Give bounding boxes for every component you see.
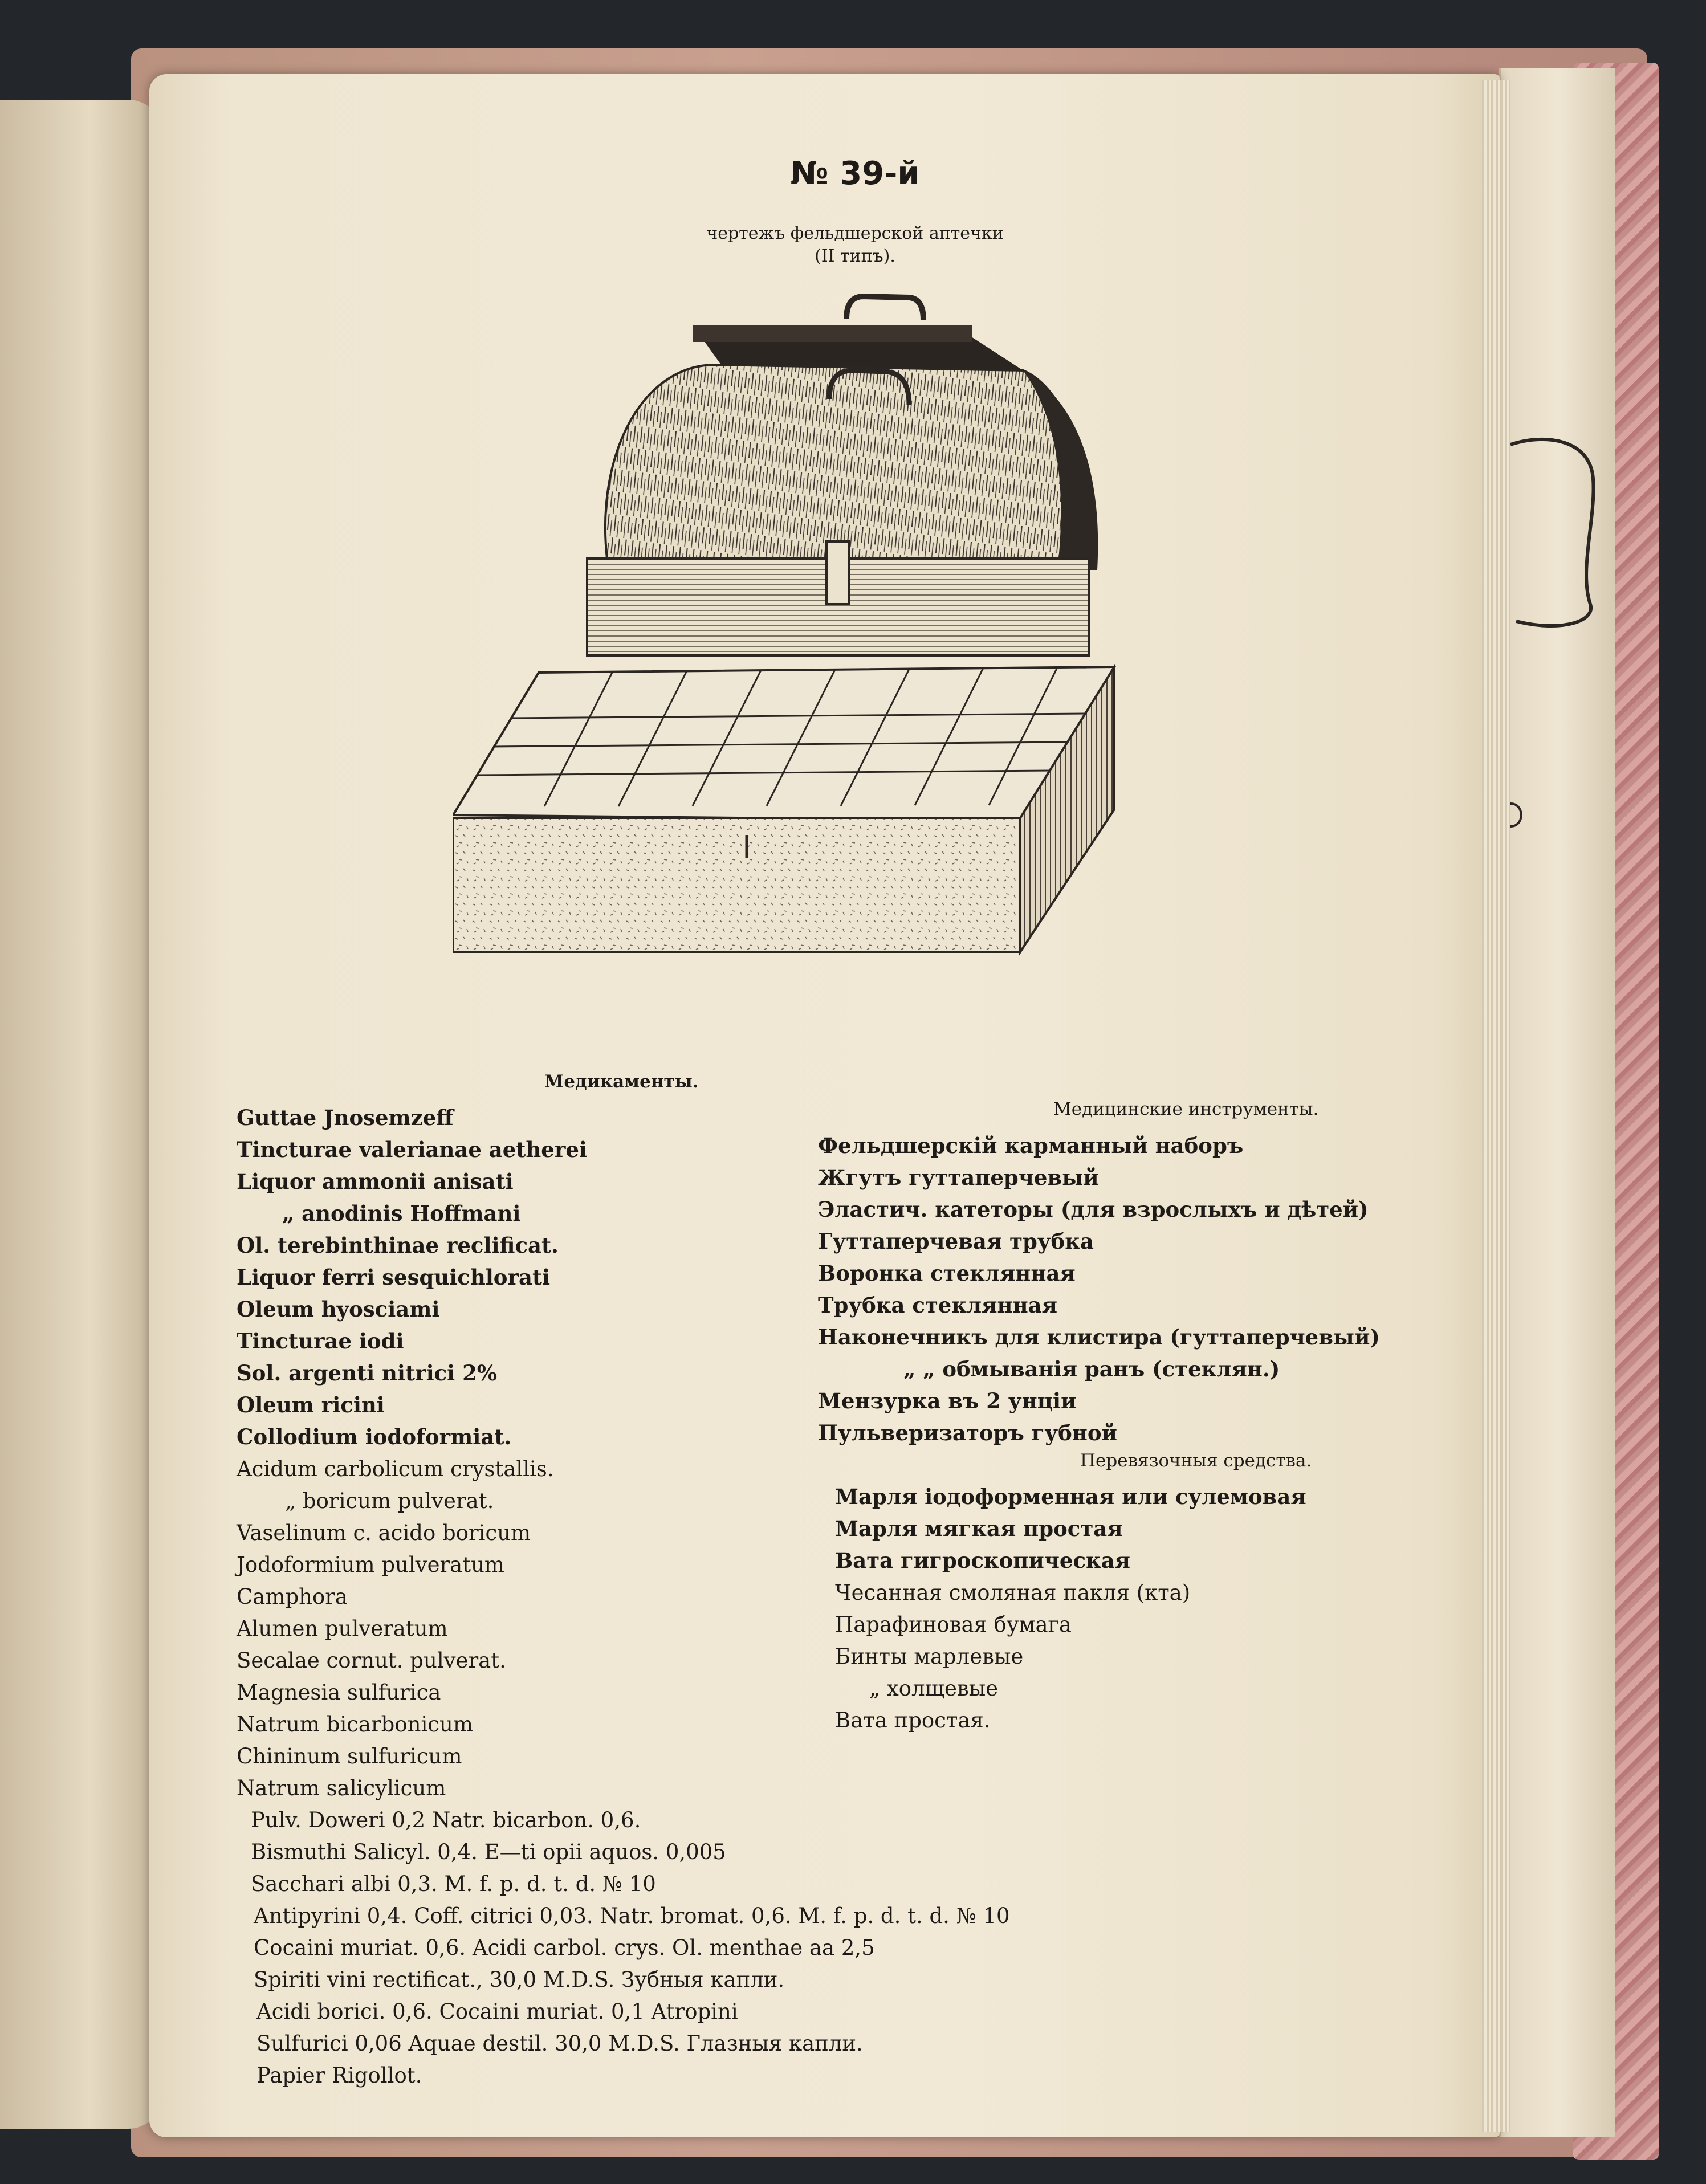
list-item: Tincturae valerianae aetherei bbox=[237, 1137, 587, 1162]
list-item: Вата гигроскопическая bbox=[835, 1548, 1130, 1573]
medical-kit-illustration bbox=[453, 285, 1206, 969]
list-item: Oleum hyosciami bbox=[237, 1297, 440, 1322]
underlying-page bbox=[1499, 68, 1615, 2137]
list-item: Парафиновая бумага bbox=[835, 1612, 1072, 1637]
list-item: Трубка стеклянная bbox=[818, 1293, 1057, 1318]
page-stack-edges bbox=[1482, 80, 1510, 2132]
paper-clip-end-icon bbox=[1510, 798, 1533, 832]
list-item: Гуттаперчевая трубка bbox=[818, 1229, 1094, 1254]
list-item: Марля мягкая простая bbox=[835, 1516, 1123, 1541]
list-item: Cocaini muriat. 0,6. Acidi carbol. crys. Ol. menthae aa 2,5 bbox=[254, 1936, 875, 1960]
list-item: Natrum salicylicum bbox=[237, 1776, 446, 1800]
list-item: Эластич. катеторы (для взрослыхъ и дѣтей) bbox=[818, 1197, 1369, 1222]
list-item: Papier Rigollot. bbox=[256, 2063, 422, 2088]
list-item: Spiriti vini rectificat., 30,0 M.D.S. Зубныя капли. bbox=[254, 1967, 785, 1992]
list-item: Natrum bicarbonicum bbox=[237, 1712, 473, 1737]
list-item: „ холщевые bbox=[869, 1676, 999, 1701]
list-item: Oleum ricini bbox=[237, 1392, 385, 1417]
list-item: Sol. argenti nitrici 2% bbox=[237, 1360, 497, 1386]
list-item: Secalae cornut. pulverat. bbox=[237, 1648, 506, 1673]
list-item: Acidi borici. 0,6. Cocaini muriat. 0,1 Atropini bbox=[256, 1999, 738, 2024]
list-item: Sulfurici 0,06 Aquae destil. 30,0 M.D.S. Глазныя капли. bbox=[256, 2031, 863, 2056]
list-item: Фельдшерскій карманный наборъ bbox=[818, 1133, 1244, 1158]
list-item: Jodoformium pulveratum bbox=[237, 1553, 504, 1577]
left-page-edge bbox=[0, 100, 162, 2129]
list-item: Бинты марлевые bbox=[835, 1644, 1024, 1669]
list-item: Марля іодоформенная или сулемовая bbox=[835, 1484, 1306, 1509]
drawing-subtitle: чертежъ фельдшерской аптечки bbox=[706, 223, 1004, 243]
list-item: Воронка стеклянная bbox=[818, 1261, 1076, 1286]
list-item: Мензурка въ 2 унціи bbox=[818, 1388, 1077, 1413]
list-item: Collodium iodoformiat. bbox=[237, 1424, 512, 1449]
list-item: Liquor ammonii anisati bbox=[237, 1169, 514, 1194]
list-item: Alumen pulveratum bbox=[237, 1616, 448, 1641]
list-item: Наконечникъ для клистира (гуттаперчевый) bbox=[818, 1325, 1380, 1350]
list-item: „ anodinis Hoffmani bbox=[282, 1201, 521, 1226]
paper-clip-icon bbox=[1510, 433, 1602, 638]
list-item: „ boricum pulverat. bbox=[285, 1489, 494, 1513]
list-item: Acidum carbolicum crystallis. bbox=[237, 1457, 554, 1481]
list-item: Чесанная смоляная пакля (кта) bbox=[835, 1580, 1191, 1605]
list-item: Chininum sulfuricum bbox=[237, 1744, 462, 1769]
list-item: Antipyrini 0,4. Coff. citrici 0,03. Natr. bromat. 0,6. M. f. p. d. t. d. № 10 bbox=[254, 1904, 1010, 1928]
list-item: Camphora bbox=[237, 1584, 348, 1609]
list-item: Liquor ferri sesquichlorati bbox=[237, 1265, 551, 1290]
list-item: Pulv. Doweri 0,2 Natr. bicarbon. 0,6. bbox=[251, 1808, 641, 1832]
list-item: Жгутъ гуттаперчевый bbox=[818, 1165, 1099, 1190]
list-item: Пульверизаторъ губной bbox=[818, 1420, 1117, 1445]
list-item: Ol. terebinthinae reclificat. bbox=[237, 1233, 559, 1258]
list-item: Bismuthi Salicyl. 0,4. E—ti opii aquos. 0,005 bbox=[251, 1840, 726, 1864]
dressings-heading: Перевязочныя средства. bbox=[1080, 1450, 1312, 1471]
list-item: Vaselinum c. acido boricum bbox=[237, 1521, 531, 1545]
drawing-type: (II типъ). bbox=[815, 246, 895, 266]
medicaments-heading: Медикаменты. bbox=[544, 1071, 699, 1092]
list-item: Вата простая. bbox=[835, 1708, 991, 1733]
page-number-title: № 39-й bbox=[790, 155, 920, 192]
list-item: Sacchari albi 0,3. M. f. p. d. t. d. № 10 bbox=[251, 1872, 656, 1896]
list-item: Magnesia sulfurica bbox=[237, 1680, 441, 1705]
list-item: Tincturae iodi bbox=[237, 1329, 404, 1354]
instruments-heading: Медицинские инструменты. bbox=[1053, 1099, 1319, 1119]
list-item: „ „ обмыванія ранъ (стеклян.) bbox=[903, 1356, 1280, 1382]
list-item: Guttae Jnosemzeff bbox=[237, 1105, 454, 1130]
